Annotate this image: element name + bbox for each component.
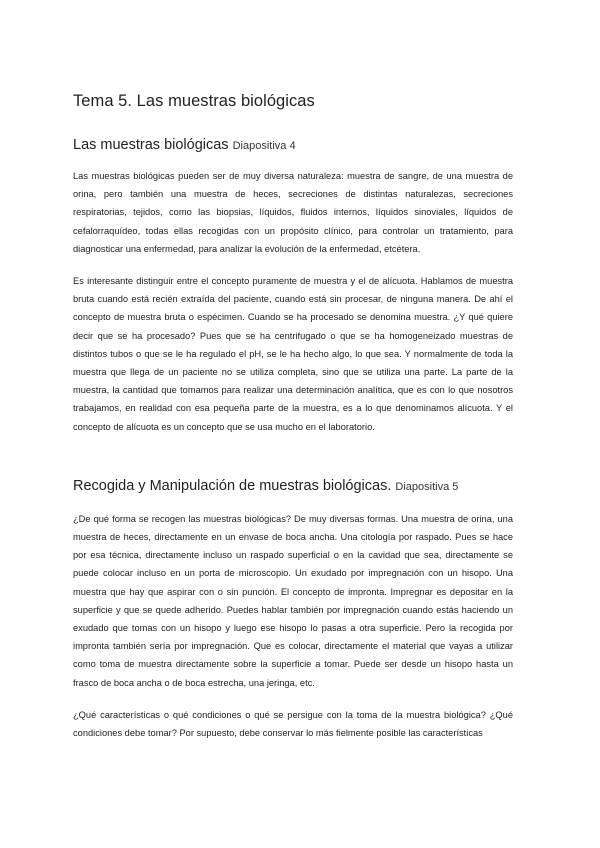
paragraph: ¿De qué forma se recogen las muestras biológicas? De muy diversas formas. Una muestra de orina, una muestra de heces, directamente en un envase de boca ancha. Una citología por raspado. Pues se hace por esa técnica, directamente incluso un raspado superficial o en la cavidad que sea, directamente se puede colocar incluso en un porta de microscopio. Un exudado por impregnación con un hisopo. Una muestra que hay que aspirar con o sin punción. El concepto de impronta. Impregnar es depositar en la superficie y que se quede adherido. Puedes hablar también por impregnación cuando estás haciendo un exudado que tomas con un hisopo y luego ese hisopo lo pasas a otra superficie. Pero la recogida por impronta también sería por impregnación. Que es colocar, directamente el material que vayas a utilizar como toma de muestra directamente sobre la superficie a tomar. Puede ser desde un hisopo hasta un frasco de boca ancha o de boca estrecha, una jeringa, etc. [73, 513, 513, 688]
slide-reference: Diapositiva 4 [232, 140, 296, 152]
paragraph: ¿Qué características o qué condiciones o qué se persigue con la toma de la muestra biológica? ¿Qué condiciones debe tomar? Por supuesto, debe conservar lo más fielmente posible las características [73, 709, 513, 739]
section-heading-muestras [73, 137, 513, 153]
section-heading-text: Las muestras biológicas [73, 137, 229, 153]
section-heading-text: Recogida y Manipulación de muestras biológicas. [73, 477, 392, 494]
document-title: Tema 5. Las muestras biológicas [73, 92, 315, 110]
slide-reference: Diapositiva 5 [395, 480, 459, 493]
paragraph: Las muestras biológicas pueden ser de muy diversa naturaleza: muestra de sangre, de una muestra de orina, pero también una muestra de heces, secreciones de distintas naturalezas, secreciones respiratorias, tejidos, como las biopsias, líquidos, fluidos internos, líquidos sinoviales, líquidos de cefalorraquídeo, todas ellas recogidas con un propósito clínico, para controlar un tratamiento, para diagnosticar una enfermedad, para analizar la evolución de la enfermedad, etcétera. [73, 171, 513, 254]
section-heading-recogida [73, 478, 513, 494]
paragraph: Es interesante distinguir entre el concepto puramente de muestra y el de alícuota. Hablamos de muestra bruta cuando está recién extraída del paciente, cuando está sin procesar, de ninguna manera. De ahí el concepto de muestra bruta o espécimen. Cuando se ha procesado se denomina muestra. ¿Y qué quiere decir que se ha procesado? Pues que se ha centrifugado o que se ha homogeneizado muestras de distintos tubos o que se le ha regulado el pH, se le ha hecho algo, lo que sea. Y normalmente de toda la muestra que llega de un paciente no se utiliza completa, sino que se utiliza una parte. La parte de la muestra, la cantidad que tomamos para realizar una determinación analítica, que es con lo que nosotros trabajamos, en realidad con esa pequeña parte de la muestra, es a lo que denominamos alícuota. Y el concepto de alícuota es un concepto que se usa mucho en el laboratorio. [73, 276, 513, 432]
document-content [73, 92, 513, 756]
